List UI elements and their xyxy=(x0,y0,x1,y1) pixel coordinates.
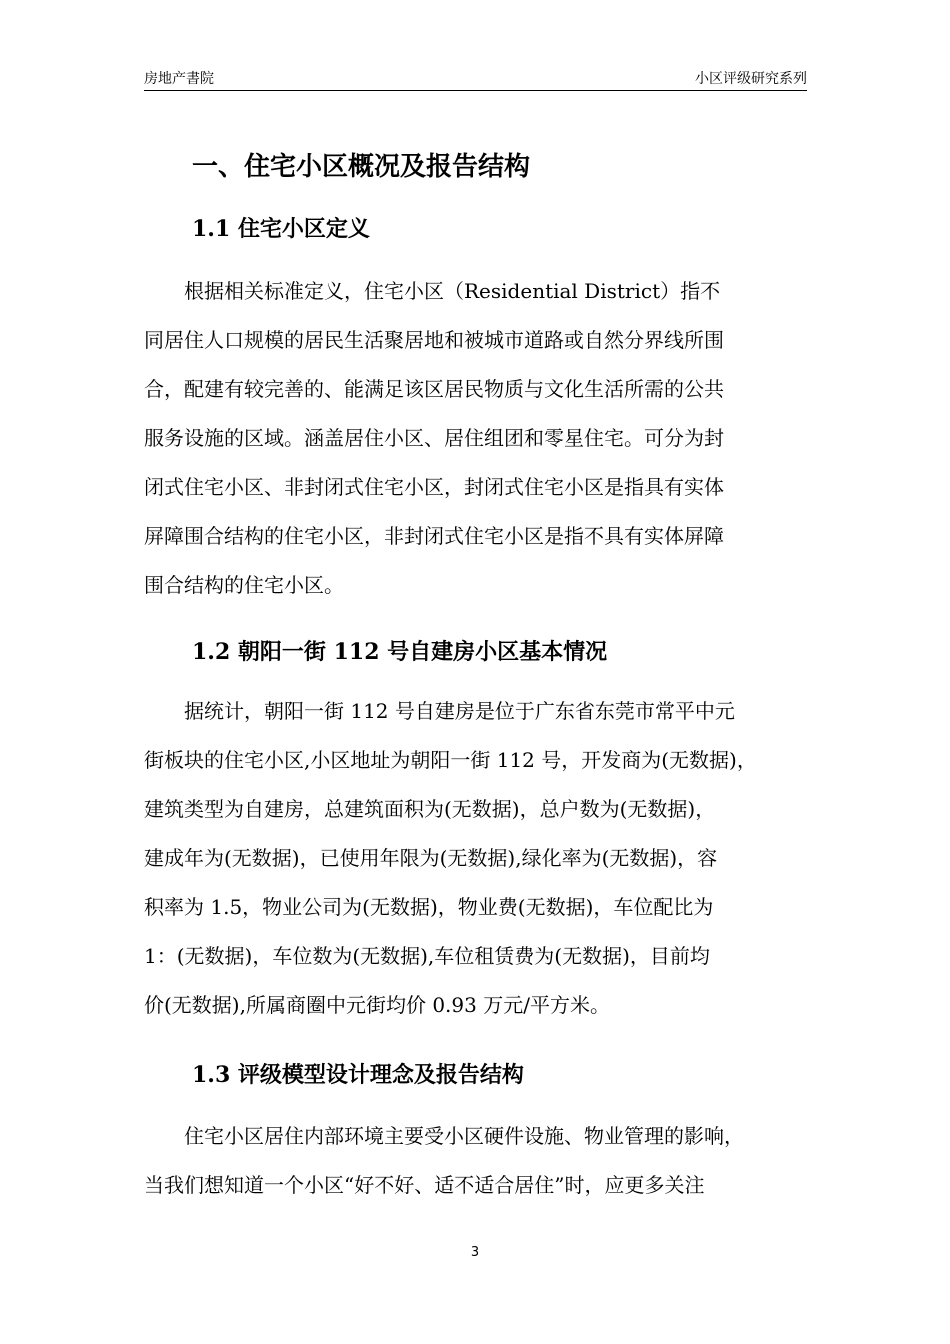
page-header xyxy=(144,68,807,91)
paragraph-line: 住宅小区居住内部环境主要受小区硬件设施、物业管理的影响， xyxy=(144,1124,744,1148)
section-1-1-paragraph xyxy=(144,277,824,620)
section-1-2-paragraph xyxy=(144,697,824,1040)
paragraph-line: 合，配建有较完善的、能满足该区居民物质与文化生活所需的公共 xyxy=(144,377,724,401)
section-heading-1-1: 1.1 住宅小区定义 xyxy=(192,216,370,242)
header-series: 小区评级研究系列 xyxy=(695,71,807,87)
paragraph-line: 街板块的住宅小区,小区地址为朝阳一街 112 号，开发商为(无数据)， xyxy=(144,748,757,772)
paragraph-line: 价(无数据),所属商圈中元街均价 0.93 万元/平方米。 xyxy=(144,993,610,1017)
section-heading-1-3: 1.3 评级模型设计理念及报告结构 xyxy=(192,1062,524,1088)
paragraph-line: 据统计，朝阳一街 112 号自建房是位于广东省东莞市常平中元 xyxy=(144,699,735,723)
paragraph-line: 屏障围合结构的住宅小区，非封闭式住宅小区是指不具有实体屏障 xyxy=(144,524,724,548)
paragraph-line: 闭式住宅小区、非封闭式住宅小区，封闭式住宅小区是指具有实体 xyxy=(144,475,724,499)
paragraph-line: 积率为 1.5，物业公司为(无数据)，物业费(无数据)，车位配比为 xyxy=(144,895,714,919)
section-heading-1-2: 1.2 朝阳一街 112 号自建房小区基本情况 xyxy=(192,639,608,665)
chapter-title: 一、住宅小区概况及报告结构 xyxy=(192,152,531,182)
paragraph-line: 同居住人口规模的居民生活聚居地和被城市道路或自然分界线所围 xyxy=(144,328,724,352)
paragraph-line: 根据相关标准定义，住宅小区（Residential District）指不 xyxy=(144,279,721,303)
paragraph-line: 围合结构的住宅小区。 xyxy=(144,573,344,597)
paragraph-line: 建筑类型为自建房，总建筑面积为(无数据)，总户数为(无数据)， xyxy=(144,797,716,821)
paragraph-line: 1：(无数据)，车位数为(无数据),车位租赁费为(无数据)，目前均 xyxy=(144,944,710,968)
page-number: 3 xyxy=(470,1245,480,1260)
paragraph-line: 服务设施的区域。涵盖居住小区、居住组团和零星住宅。可分为封 xyxy=(144,426,724,450)
section-1-3-paragraph xyxy=(144,1122,824,1220)
paragraph-line: 当我们想知道一个小区“好不好、适不适合居住”时，应更多关注 xyxy=(144,1173,705,1197)
paragraph-line: 建成年为(无数据)，已使用年限为(无数据),绿化率为(无数据)，容 xyxy=(144,846,718,870)
header-publisher: 房地产書院 xyxy=(144,71,214,87)
